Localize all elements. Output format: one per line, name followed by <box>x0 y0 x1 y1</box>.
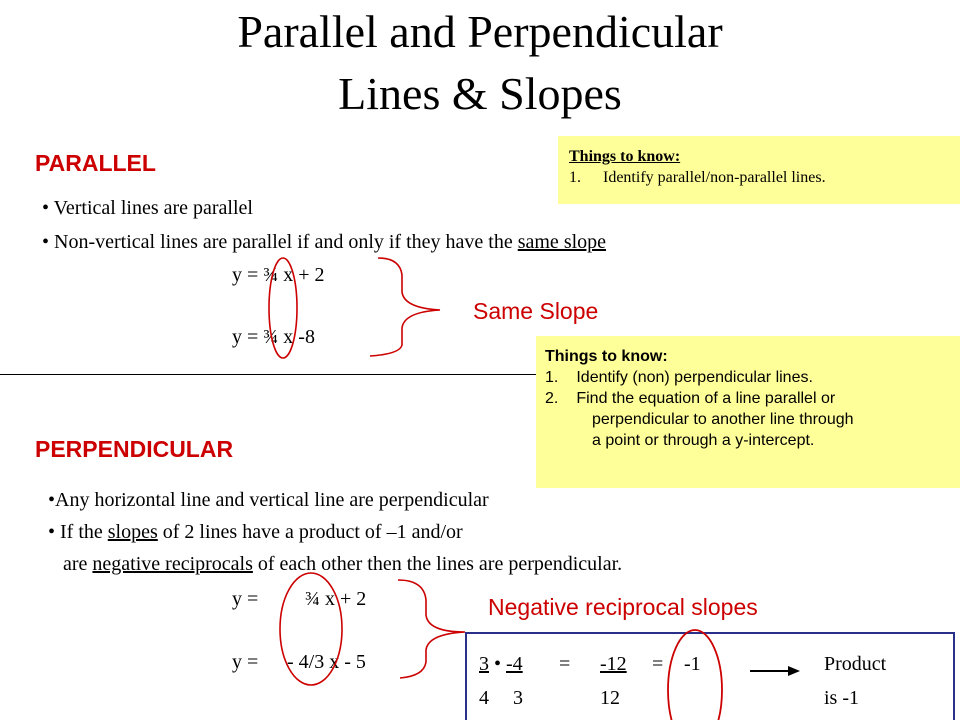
perpendicular-equation-2-y: y = <box>232 651 259 673</box>
note-2-item-2-cont-2: a point or through a y-intercept. <box>592 432 815 449</box>
things-to-know-note-1 <box>558 136 960 204</box>
product-n1: 3 <box>479 653 489 675</box>
parallel-equation-1: y = ¾ x + 2 <box>232 264 325 286</box>
parallel-heading: PARALLEL <box>35 150 156 176</box>
note-1-item-1-text: Identify parallel/non-parallel lines. <box>603 169 826 186</box>
perpendicular-brace-icon <box>398 580 465 678</box>
parallel-bullet-1: • Vertical lines are parallel <box>42 197 253 219</box>
perpendicular-bullet-2 <box>48 520 463 544</box>
perp-b2-pre: • If the <box>48 521 103 543</box>
note-1-heading: Things to know: <box>569 148 681 165</box>
note-1-item-1 <box>569 167 952 188</box>
parallel-bullet-1-text: Vertical lines are parallel <box>53 197 253 219</box>
parallel-bullet-2-text: Non-vertical lines are parallel if and only if they have the <box>54 231 513 253</box>
product-n2: -4 <box>506 653 523 675</box>
page-title-line-2: Lines & Slopes <box>338 68 622 119</box>
product-dot: • <box>494 653 502 675</box>
perp-b3-pre: are <box>63 553 88 575</box>
negative-reciprocals-underlined: negative reciprocals <box>92 553 253 575</box>
product-box <box>465 632 955 720</box>
product-label-line-2: is -1 <box>824 687 859 709</box>
page-title-line-1: Parallel and Perpendicular <box>237 6 723 57</box>
perpendicular-equation-1-rest: ¾ x + 2 <box>305 588 367 610</box>
same-slope-underlined: same slope <box>517 231 607 253</box>
product-d2: 3 <box>513 687 523 709</box>
perpendicular-bullet-3 <box>63 552 622 576</box>
perp-b2-post: of 2 lines have a product of –1 and/or <box>162 521 463 543</box>
negative-reciprocal-callout: Negative reciprocal slopes <box>488 594 758 620</box>
parallel-equation-2: y = ¾ x -8 <box>232 326 315 348</box>
note-2-item-2-number: 2. <box>545 390 559 407</box>
things-to-know-note-2 <box>536 336 960 488</box>
note-2-item-1-number: 1. <box>545 369 559 386</box>
parallel-brace-icon <box>370 258 440 356</box>
note-2-item-2 <box>545 388 952 409</box>
note-2-item-1 <box>545 367 952 388</box>
note-2-item-1-text: Identify (non) perpendicular lines. <box>576 369 813 386</box>
section-divider <box>0 374 540 375</box>
product-n3: -12 <box>600 653 627 675</box>
perpendicular-bullet-1: •Any horizontal line and vertical line are perpendicular <box>48 489 489 511</box>
product-label-line-1: Product <box>824 653 887 675</box>
product-equals-1: = <box>559 653 571 675</box>
note-2-heading: Things to know: <box>545 348 668 365</box>
note-2-item-2-text: Find the equation of a line parallel or <box>576 390 836 407</box>
note-1-item-1-number: 1. <box>569 169 581 186</box>
parallel-bullet-2: • Non-vertical lines are parallel if and only if they have the same slope <box>42 231 607 253</box>
perpendicular-heading: PERPENDICULAR <box>35 436 234 462</box>
same-slope-callout: Same Slope <box>473 298 599 324</box>
product-equals-2: = <box>652 653 664 675</box>
perpendicular-equation-1-y: y = <box>232 588 259 610</box>
product-d1: 4 <box>479 687 489 709</box>
product-d3: 12 <box>600 687 620 709</box>
product-result: -1 <box>684 653 701 675</box>
perp-b3-post: of each other then the lines are perpendicular. <box>257 553 623 575</box>
note-2-item-2-cont-1: perpendicular to another line through <box>592 411 854 428</box>
product-numerators <box>479 652 523 676</box>
slopes-underlined: slopes <box>107 521 158 543</box>
perpendicular-equation-2-rest: - 4/3 x - 5 <box>287 651 366 673</box>
